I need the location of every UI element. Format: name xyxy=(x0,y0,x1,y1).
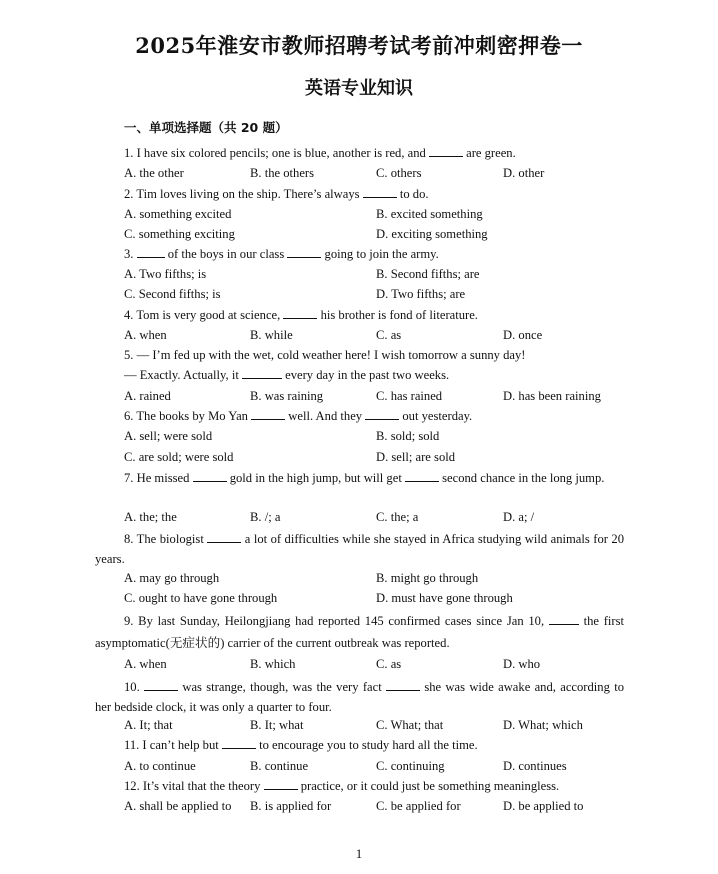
option-c: C. be applied for xyxy=(376,799,461,813)
question-7: 7. He missed gold in the high jump, but will get second chance in the long jump. xyxy=(124,471,605,485)
option-a: A. when xyxy=(124,657,167,671)
answer-blank xyxy=(386,680,420,691)
option-c: C. as xyxy=(376,657,402,671)
question-11: 11. I can’t help but to encourage you to study hard all the time. xyxy=(124,738,478,752)
option-d: D. who xyxy=(503,657,541,671)
question-9: 9. By last Sunday, Heilongjiang had reported 145 confirmed cases since Jan 10, the first asymptomatic(无症状的) carrier of the current outbreak was reported. xyxy=(95,614,624,650)
option-c: C. Second fifths; is xyxy=(124,287,221,301)
option-a: A. It; that xyxy=(124,718,173,732)
option-c: C. others xyxy=(376,166,422,180)
option-b: B. while xyxy=(250,328,293,342)
option-c: C. continuing xyxy=(376,759,445,773)
option-c: C. the; a xyxy=(376,510,419,524)
page-number: 1 xyxy=(355,846,363,861)
option-c: C. has rained xyxy=(376,389,443,403)
option-a: A. sell; were sold xyxy=(124,429,213,443)
answer-blank xyxy=(264,779,298,790)
option-d: D. must have gone through xyxy=(376,591,513,605)
answer-blank xyxy=(363,187,397,198)
answer-blank xyxy=(193,471,227,482)
option-d: D. has been raining xyxy=(503,389,601,403)
question-3: 3. of the boys in our class going to join the army. xyxy=(124,247,439,261)
question-5: 5. — I’m fed up with the wet, cold weather here! I wish tomorrow a sunny day! xyxy=(124,348,526,362)
option-d: D. other xyxy=(503,166,545,180)
option-d: D. sell; are sold xyxy=(376,450,456,464)
option-a: A. the; the xyxy=(124,510,177,524)
question-1: 1. I have six colored pencils; one is blue, another is red, and are green. xyxy=(124,146,516,160)
option-c: C. are sold; were sold xyxy=(124,450,234,464)
option-b: B. was raining xyxy=(250,389,324,403)
answer-blank xyxy=(207,532,241,543)
option-b: B. sold; sold xyxy=(376,429,440,443)
option-a: A. when xyxy=(124,328,167,342)
question-2: 2. Tim loves living on the ship. There’s always to do. xyxy=(124,187,429,201)
option-c: C. something exciting xyxy=(124,227,235,241)
exam-title: 2025年淮安市教师招聘考试考前冲刺密押卷一 xyxy=(135,33,583,58)
option-c: C. ought to have gone through xyxy=(124,591,278,605)
answer-blank xyxy=(144,680,178,691)
option-a: A. to continue xyxy=(124,759,196,773)
option-b: B. is applied for xyxy=(250,799,332,813)
option-a: A. Two fifths; is xyxy=(124,267,207,281)
option-d: D. once xyxy=(503,328,543,342)
answer-blank xyxy=(137,247,165,258)
option-b: B. It; what xyxy=(250,718,304,732)
option-b: B. the others xyxy=(250,166,315,180)
option-d: D. What; which xyxy=(503,718,583,732)
question-4: 4. Tom is very good at science, his brother is fond of literature. xyxy=(124,308,478,322)
answer-blank xyxy=(405,471,439,482)
option-b: B. Second fifths; are xyxy=(376,267,480,281)
option-d: D. exciting something xyxy=(376,227,488,241)
option-a: A. rained xyxy=(124,389,171,403)
option-a: A. the other xyxy=(124,166,184,180)
option-c: C. as xyxy=(376,328,402,342)
answer-blank xyxy=(287,247,321,258)
option-b: B. might go through xyxy=(376,571,479,585)
answer-blank xyxy=(242,368,282,379)
question-10: 10. was strange, though, was the very fact she was wide awake and, according to her bedside clock, it was only a quarter to four. xyxy=(95,680,624,714)
option-b: B. continue xyxy=(250,759,309,773)
question-6: 6. The books by Mo Yan well. And they out yesterday. xyxy=(124,409,473,423)
answer-blank xyxy=(283,308,317,319)
option-d: D. be applied to xyxy=(503,799,584,813)
answer-blank xyxy=(365,409,399,420)
option-d: D. Two fifths; are xyxy=(376,287,466,301)
option-a: A. shall be applied to xyxy=(124,799,232,813)
option-d: D. a; / xyxy=(503,510,535,524)
option-a: A. may go through xyxy=(124,571,220,585)
section-heading: 一、单项选择题（共 20 题） xyxy=(124,120,288,135)
exam-subtitle: 英语专业知识 xyxy=(305,78,413,99)
answer-blank xyxy=(251,409,285,420)
question-12: 12. It’s vital that the theory practice, or it could just be something meaningless. xyxy=(124,779,560,793)
answer-blank xyxy=(429,146,463,157)
option-a: A. something excited xyxy=(124,207,232,221)
option-b: B. /; a xyxy=(250,510,281,524)
option-d: D. continues xyxy=(503,759,567,773)
option-b: B. excited something xyxy=(376,207,483,221)
question-8: 8. The biologist a lot of difficulties while she stayed in Africa studying wild animals for 20 years. xyxy=(95,532,624,566)
answer-blank xyxy=(549,614,579,625)
option-c: C. What; that xyxy=(376,718,444,732)
question-5-reply: — Exactly. Actually, it every day in the past two weeks. xyxy=(124,368,450,382)
answer-blank xyxy=(222,738,256,749)
option-b: B. which xyxy=(250,657,296,671)
